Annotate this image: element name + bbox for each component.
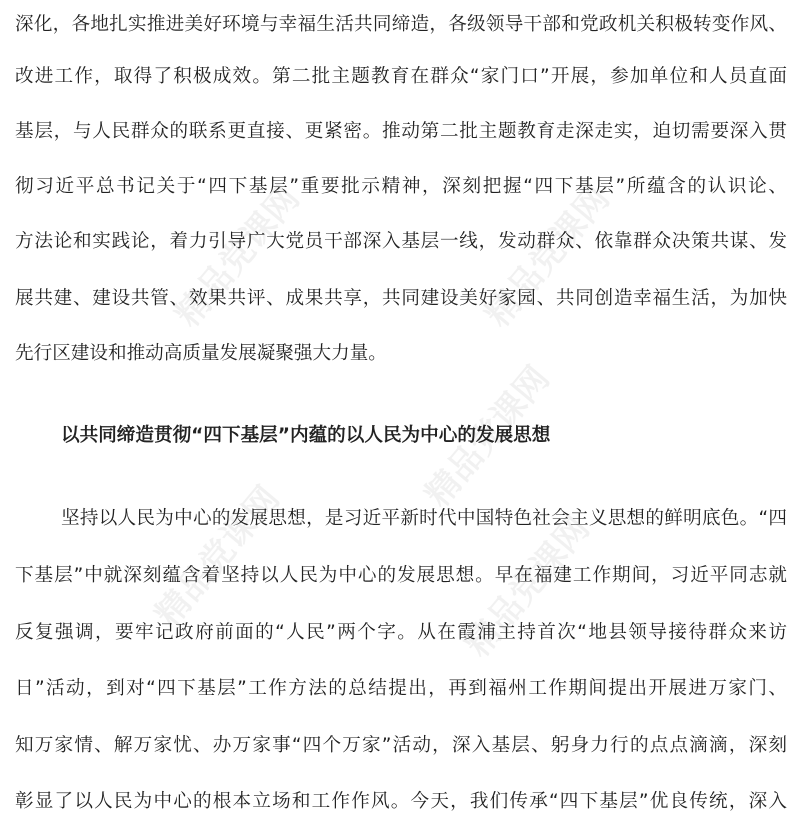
text-line: 反复强调，要牢记政府前面的“人民”两个字。从在霞浦主持首次“地县领导接待群众来访 [15, 622, 787, 643]
text-line: 基层，与人民群众的联系更直接、更紧密。推动第二批主题教育走深走实，迫切需要深入贯 [15, 121, 787, 142]
watermark: 精品党课网 [457, 508, 598, 665]
text-line: 先行区建设和推动高质量发展凝聚强大力量。 [15, 343, 387, 364]
watermark: 精品党课网 [417, 358, 558, 515]
text-line: 彰显了以人民为中心的根本立场和工作作风。今天，我们传承“四下基层”优良传统，深入 [15, 791, 787, 812]
text-line: 彻习近平总书记关于“四下基层”重要批示精神，深刻把握“四下基层”所蕴含的认识论、 [15, 176, 787, 197]
text-line: 日”活动，到对“四下基层”工作方法的总结提出，再到福州工作期间提出开展进万家门、 [15, 678, 787, 699]
watermark: 精品党课网 [477, 178, 618, 335]
text-line: 深化，各地扎实推进美好环境与幸福生活共同缔造，各级领导干部和党政机关积极转变作风、 [15, 14, 787, 35]
section-heading: 以共同缔造贯彻“四下基层”内蕴的以人民为中心的发展思想 [61, 425, 551, 446]
text-line: 知万家情、解万家忧、办万家事“四个万家”活动，深入基层、躬身力行的点点滴滴，深刻 [15, 735, 787, 756]
watermark: 精品党课网 [147, 478, 288, 635]
text-line: 方法论和实践论，着力引导广大党员干部深入基层一线，发动群众、依靠群众决策共谋、发 [15, 231, 787, 252]
watermark: 精品党课网 [167, 178, 308, 335]
text-line: 坚持以人民为中心的发展思想，是习近平新时代中国特色社会主义思想的鲜明底色。“四 [61, 508, 787, 529]
text-line: 展共建、建设共管、效果共评、成果共享，共同建设美好家园、共同创造幸福生活，为加快 [15, 288, 787, 309]
text-line: 下基层”中就深刻蕴含着坚持以人民为中心的发展思想。早在福建工作期间，习近平同志就 [15, 565, 787, 586]
text-line: 改进工作，取得了积极成效。第二批主题教育在群众“家门口”开展，参加单位和人员直面 [15, 66, 787, 87]
